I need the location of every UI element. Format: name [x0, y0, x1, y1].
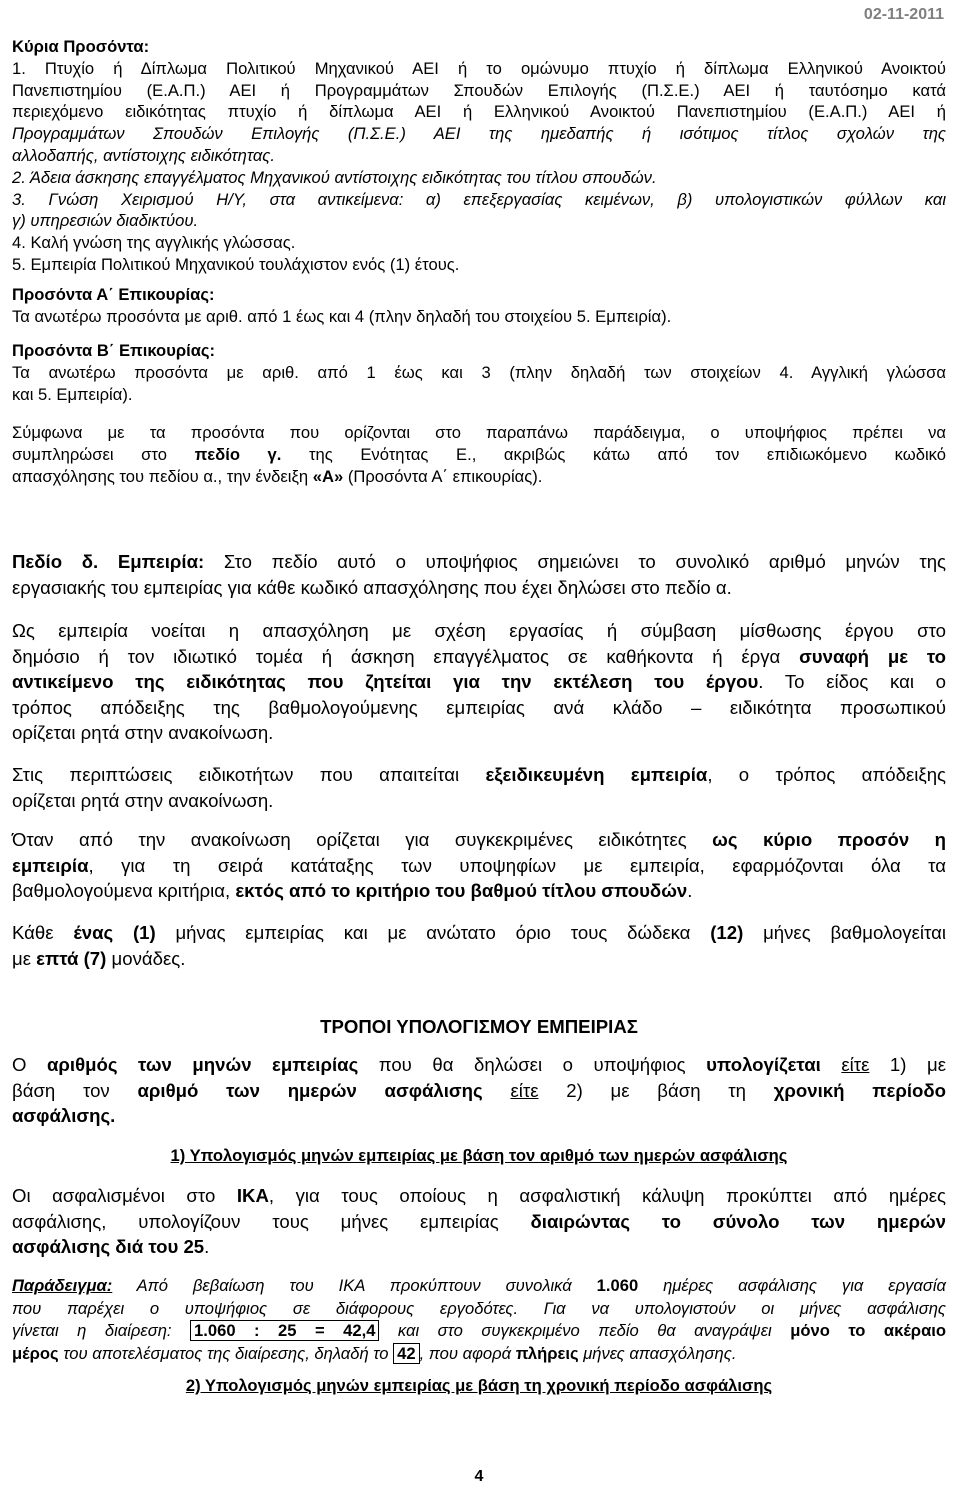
- text: (Προσόντα Α΄ επικουρίας).: [343, 466, 543, 486]
- qualifications-b-text-line-2: και 5. Εμπειρία).: [12, 384, 133, 404]
- text: μήνες απασχόλησης.: [578, 1343, 737, 1363]
- qual-item-5: 5. Εμπειρία Πολιτικού Μηχανικού τουλάχιστον ενός (1) έτους.: [12, 254, 460, 274]
- text: . Το είδος και ο: [758, 671, 947, 693]
- underlined-text: είτε: [510, 1079, 539, 1101]
- bold-text: χρονική περίοδο: [773, 1079, 946, 1101]
- qual-item-1-line-1: 1. Πτυχίο ή Δίπλωμα Πολιτικού Μηχανικού ΑΕΙ ή το ομώνυμο πτυχίο ή δίπλωμα Ελληνικού Ανοικτού: [12, 58, 946, 78]
- text: .: [204, 1236, 210, 1258]
- text: Στο πεδίο αυτό ο υποψήφιος σημειώνει το συνολικό αριθμό μηνών της: [204, 551, 946, 572]
- text: του αποτελέσματος της διαίρεσης, δηλαδή το: [58, 1343, 394, 1363]
- qualifications-a-text: Τα ανωτέρω προσόντα με αριθ. από 1 έως και 4 (πλην δηλαδή του στοιχείου 5. Εμπειρία).: [12, 306, 672, 326]
- calc-intro-line-3: ασφάλισης.: [12, 1105, 116, 1127]
- main-qual-line-2: [12, 853, 946, 879]
- bold-text: πλήρεις: [515, 1343, 579, 1363]
- text: , για τους οποίους η ασφαλιστική κάλυψη προκύπτει από ημέρες: [268, 1185, 946, 1206]
- specialized-experience: [12, 762, 946, 813]
- qual-item-3-line-2: γ) υπηρεσιών διαδικτύου.: [12, 211, 199, 231]
- ika-line-3: [12, 1234, 946, 1260]
- text: .: [687, 880, 693, 902]
- text: της Ενότητας Ε., ακριβώς κάτω από τον επιδιωκόμενο κωδικό: [281, 444, 946, 464]
- bold-text: επτά (7): [36, 947, 107, 969]
- field-d-line-1: [12, 549, 946, 575]
- text: μονάδες.: [106, 947, 186, 969]
- experience-definition-line-4: τρόπος απόδειξης της βαθμολογούμενης εμπειρίας ανά κλάδο – ειδικότητα προσωπικού: [12, 696, 946, 718]
- bold-text: μόνο το ακέραιο: [790, 1321, 947, 1340]
- bold-text: ως κύριο προσόν η: [712, 829, 946, 850]
- example-note: [12, 422, 946, 487]
- bold-text: διαιρώντας το σύνολο των ημερών: [530, 1210, 946, 1232]
- text: που θα δηλώσει ο υποψήφιος: [358, 1054, 707, 1075]
- qual-item-1-line-3: περιεχόμενο ειδικότητας πτυχίο ή δίπλωμα ΑΕΙ ή Ελληνικού Ανοικτού Πανεπιστημίου (Ε.Α.Π.) ΑΕΙ ή: [12, 102, 946, 122]
- experience-definition: [12, 618, 946, 746]
- field-d-line-2: εργασιακής του εμπειρίας για κάθε κωδικό απασχόλησης που έχει δηλώσει στο πεδίο α.: [12, 576, 732, 598]
- text: βαθμολογούμενα κριτήρια,: [12, 880, 236, 902]
- underlined-text: είτε: [841, 1054, 870, 1075]
- main-qualifications: [12, 36, 946, 276]
- qual-item-2: 2. Άδεια άσκησης επαγγέλματος Μηχανικού αντίστοιχης ειδικότητας του τίτλου σπουδών.: [12, 167, 657, 187]
- bold-text: αριθμό των ημερών ασφάλισης: [137, 1079, 483, 1101]
- text: μήνες βαθμολογείται: [743, 922, 946, 943]
- text: δημόσιο ή τον ιδιωτικό τομέα ή άσκηση επαγγέλματος σε καθήκοντα ή έργα: [12, 645, 800, 667]
- text: Από βεβαίωση του ΙΚΑ προκύπτουν συνολικά: [112, 1276, 597, 1295]
- specialized-line-1: [12, 762, 946, 788]
- text: Στις περιπτώσεις ειδικοτήτων που απαιτείται: [12, 764, 486, 785]
- experience-label: Εμπειρία:: [117, 551, 205, 572]
- bold-text: ασφάλισης διά του 25: [12, 1236, 205, 1258]
- text: ημέρες ασφάλισης για εργασία: [638, 1276, 947, 1295]
- calculation-heading: ΤΡΟΠΟΙ ΥΠΟΛΟΓΙΣΜΟΥ ΕΜΠΕΙΡΙΑΣ: [320, 1016, 638, 1037]
- field-c-label: πεδίο γ.: [194, 444, 282, 464]
- main-qualifications-title: Κύρια Προσόντα:: [12, 37, 150, 56]
- result-box: 42: [393, 1343, 419, 1364]
- ika-paragraph: [12, 1183, 946, 1260]
- qual-item-3-line-1: 3. Γνώση Χειρισμού Η/Υ, στα αντικείμενα: α) επεξεργασίας κειμένων, β) υπολογιστικών φύλλων και: [12, 189, 946, 209]
- bold-text: (12): [710, 922, 744, 943]
- bold-text: μέρος: [12, 1343, 59, 1363]
- bold-text: εμπειρία: [12, 854, 89, 876]
- months-rule-line-1: [12, 920, 946, 946]
- bold-text: εξειδικευμένη εμπειρία: [485, 764, 708, 785]
- qualifications-a-title: Προσόντα Α΄ Επικουρίας:: [12, 285, 215, 304]
- experience-definition-line-3: [12, 669, 946, 695]
- text: Ο: [12, 1054, 47, 1075]
- example-note-line-3: [12, 466, 946, 488]
- bold-text: αντικείμενο της ειδικότητας που ζητείται για την εκτέλεση του έργου: [12, 671, 759, 693]
- text: , ο τρόπος απόδειξης: [707, 764, 946, 785]
- text: με: [12, 947, 37, 969]
- qualifications-b: [12, 340, 946, 405]
- text: [821, 1054, 842, 1075]
- calculation-intro: [12, 1052, 946, 1129]
- text: βάση τον: [12, 1079, 138, 1101]
- qualifications-b-text-line-1: Τα ανωτέρω προσόντα με αριθ. από 1 έως και 3 (πλην δηλαδή των στοιχείων 4. Αγγλική γλώσσα: [12, 362, 946, 382]
- text: Οι ασφαλισμένοι στο: [12, 1185, 237, 1206]
- field-d-label: Πεδίο δ.: [12, 551, 99, 572]
- text: [98, 551, 118, 572]
- text: ασφάλισης, υπολογίζουν τους μήνες εμπειρίας: [12, 1210, 531, 1232]
- ika-example-line-1: [12, 1275, 946, 1298]
- ika-example: [12, 1275, 946, 1365]
- qualifications-a: [12, 284, 946, 328]
- experience-definition-line-5: ορίζεται ρητά στην ανακοίνωση.: [12, 722, 274, 744]
- bold-text: ένας (1): [73, 922, 156, 943]
- months-rule-line-2: [12, 946, 946, 972]
- page-number: 4: [474, 1468, 484, 1485]
- bold-text: αριθμός των μηνών εμπειρίας: [46, 1054, 359, 1075]
- ika-line-2: [12, 1209, 946, 1235]
- experience-definition-line-2: [12, 644, 946, 670]
- ika-example-line-3: [12, 1320, 946, 1343]
- bold-text: συναφή με το: [799, 645, 946, 667]
- text: Κάθε: [12, 922, 74, 943]
- ika-example-line-2: που παρέχει ο υποψήφιος σε διάφορους εργοδότες. Για να υπολογιστούν οι μήνες ασφάλισης: [12, 1298, 946, 1318]
- main-qual-line-3: [12, 878, 946, 904]
- text: Όταν από την ανακοίνωση ορίζεται για συγκεκριμένες ειδικότητες: [12, 829, 713, 850]
- bold-text: υπολογίζεται: [706, 1054, 821, 1075]
- example-label: Παράδειγμα:: [12, 1276, 113, 1295]
- field-d: [12, 549, 946, 600]
- example-note-line-1: Σύμφωνα με τα προσόντα που ορίζονται στο παραπάνω παράδειγμα, ο υποψήφιος πρέπει να: [12, 423, 946, 442]
- text: γίνεται η διαίρεση:: [12, 1321, 191, 1340]
- qual-item-1-line-5: αλλοδαπής, αντίστοιχης ειδικότητας.: [12, 145, 275, 165]
- bold-text: 1.060: [596, 1276, 639, 1295]
- text: , για τη σειρά κατάταξης των υποψηφίων με εμπειρία, εφαρμόζονται όλα τα: [88, 854, 946, 876]
- experience-definition-line-1: Ως εμπειρία νοείται η απασχόληση με σχέση εργασίας ή σύμβαση μίσθωσης έργου στο: [12, 620, 946, 641]
- main-qualification-experience: [12, 827, 946, 904]
- calculation-subheading-2: 2) Υπολογισμός μηνών εμπειρίας με βάση τη χρονική περίοδο ασφάλισης: [185, 1376, 773, 1395]
- text: 1) με: [869, 1054, 946, 1075]
- calc-intro-line-2: [12, 1078, 946, 1104]
- text: και στο συγκεκριμένο πεδίο θα αναγράψει: [379, 1321, 791, 1340]
- text: [483, 1080, 511, 1101]
- bold-text: εκτός από το κριτήριο του βαθμού τίτλου σπουδών: [235, 880, 688, 902]
- document-date: 02-11-2011: [863, 6, 944, 23]
- main-qual-line-1: [12, 827, 946, 853]
- bold-text: ΙΚΑ: [236, 1185, 269, 1206]
- qual-item-1-line-2: Πανεπιστημίου (Ε.Α.Π.) ΑΕΙ ή Προγραμμάτων Σπουδών Επιλογής (Π.Σ.Ε.) ΑΕΙ ή ταυτόσημο κατά: [12, 80, 946, 100]
- calculation-subheading-1: 1) Υπολογισμός μηνών εμπειρίας με βάση τον αριθμό των ημερών ασφάλισης: [170, 1146, 788, 1165]
- text: συμπληρώσει στο: [12, 444, 195, 464]
- qual-item-4: 4. Καλή γνώση της αγγλικής γλώσσας.: [12, 233, 296, 253]
- text: 2) με βάση τη: [538, 1079, 774, 1101]
- calc-intro-line-1: [12, 1052, 946, 1078]
- example-note-line-2: [12, 444, 946, 466]
- ika-example-line-4: [12, 1343, 946, 1366]
- text: , που αφορά: [419, 1343, 516, 1363]
- specialized-line-2: ορίζεται ρητά στην ανακοίνωση.: [12, 789, 274, 811]
- text: απασχόλησης του πεδίου α., την ένδειξη: [12, 466, 313, 486]
- qualifications-b-title: Προσόντα Β΄ Επικουρίας:: [12, 341, 216, 360]
- months-rule: [12, 920, 946, 971]
- division-box: 1.060 : 25 = 42,4: [190, 1320, 379, 1341]
- qual-item-1-line-4: Προγραμμάτων Σπουδών Επιλογής (Π.Σ.Ε.) ΑΕΙ της ημεδαπής ή ισότιμος τίτλος σχολών της: [12, 124, 946, 144]
- ika-line-1: [12, 1183, 946, 1209]
- text: μήνας εμπειρίας και με ανώτατο όριο τους δώδεκα: [155, 922, 711, 943]
- indication-a: «Α»: [312, 466, 344, 486]
